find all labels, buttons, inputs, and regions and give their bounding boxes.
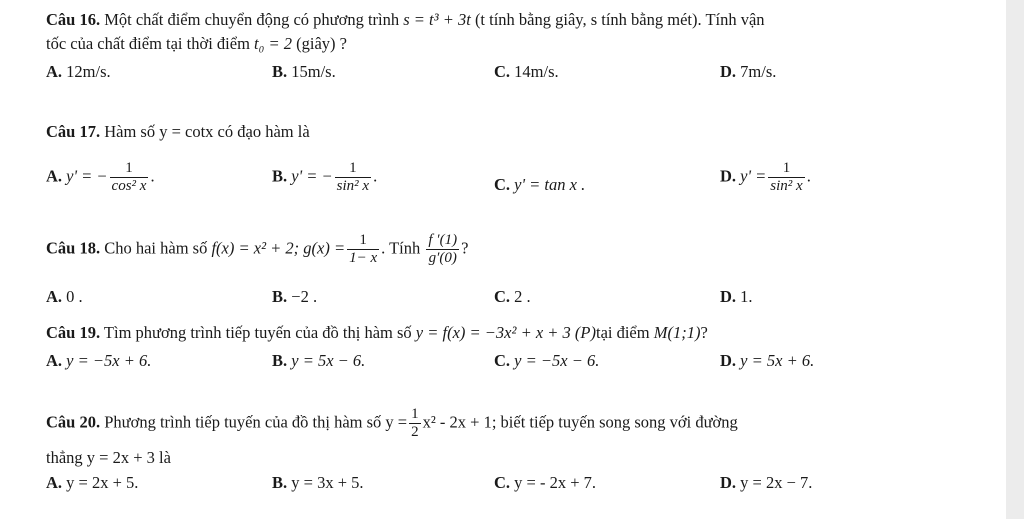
fraction-numerator: f ′(1): [428, 232, 458, 248]
option-value: −2 .: [291, 287, 318, 306]
q18-functions: f(x) = x² + 2; g(x) =: [211, 238, 346, 258]
option-value: 1.: [740, 287, 753, 306]
option-key: B.: [272, 287, 288, 306]
q17-option-a[interactable]: [46, 160, 155, 195]
q16-line2-text: tốc của chất điểm tại thời điểm: [46, 34, 250, 53]
option-key: C.: [494, 473, 511, 492]
q16-line2: [46, 34, 347, 54]
g-fraction: [347, 232, 379, 267]
q16-text2: (t tính bằng giây, s tính bằng mét). Tính vận: [474, 10, 765, 29]
q20-option-b[interactable]: [272, 473, 364, 493]
option-value: y = −5x − 6.: [514, 351, 600, 370]
q20-label: Câu 20.: [46, 412, 101, 432]
fraction-denominator: g′(0): [426, 249, 459, 267]
q19-line1: [46, 323, 708, 343]
q20-ypre: y =: [385, 412, 408, 432]
q16-option-c[interactable]: [494, 62, 559, 82]
fraction-numerator: 1: [125, 160, 133, 176]
option-key: D.: [720, 351, 737, 370]
option-key: A.: [46, 62, 63, 81]
q16-line1: [46, 10, 765, 30]
option-key: D.: [720, 287, 737, 306]
option-pre: y' = tan x .: [514, 175, 586, 194]
q19-option-c[interactable]: [494, 351, 599, 371]
q16-t0: t₀ = 2: [254, 34, 292, 53]
option-key: D.: [720, 62, 737, 81]
q19-text1: Tìm phương trình tiếp tuyến của đồ thị hàm số: [103, 323, 412, 342]
option-key: C.: [494, 287, 511, 306]
option-key: B.: [272, 473, 288, 492]
fraction-numerator: 1: [782, 160, 791, 176]
q20-option-a[interactable]: [46, 473, 138, 493]
q20-ypost: x² - 2x + 1; biết tiếp tuyến song song với đường: [422, 412, 738, 432]
option-key: B.: [272, 351, 288, 370]
q18-line1: [46, 232, 468, 267]
q19-point: M(1;1): [653, 323, 701, 342]
q18-label: Câu 18.: [46, 238, 101, 258]
q16-option-d[interactable]: [720, 62, 776, 82]
option-key: B.: [272, 62, 288, 81]
option-value: 15m/s.: [291, 62, 336, 81]
q18-text2: . Tính: [381, 238, 421, 258]
option-pre: y' =: [740, 166, 767, 186]
option-post: .: [373, 166, 378, 186]
option-key: C.: [494, 351, 511, 370]
q19-option-a[interactable]: [46, 351, 151, 371]
option-pre: y' = −: [291, 166, 333, 186]
q19-label: Câu 19.: [46, 323, 101, 342]
q20-line2-text: thẳng y = 2x + 3 là: [46, 448, 171, 467]
option-value: 2 .: [514, 287, 531, 306]
option-value: y = 2x − 7.: [740, 473, 813, 492]
option-value: y = 2x + 5.: [66, 473, 139, 492]
option-pre: y' = −: [66, 166, 108, 186]
q17-text: Hàm số y = cotx có đạo hàm là: [104, 122, 310, 141]
fraction: [335, 160, 371, 195]
option-post: .: [150, 166, 155, 186]
option-value: 0 .: [66, 287, 83, 306]
option-key: A.: [46, 351, 63, 370]
option-value: y = - 2x + 7.: [514, 473, 597, 492]
fraction: [110, 160, 149, 195]
option-value: y = 3x + 5.: [291, 473, 364, 492]
option-key: B.: [272, 166, 288, 186]
option-key: D.: [720, 473, 737, 492]
q19-option-d[interactable]: [720, 351, 814, 371]
fraction-denominator: 2: [411, 424, 419, 440]
fraction-numerator: 1: [411, 406, 419, 422]
q18-option-c[interactable]: [494, 287, 531, 307]
fraction-numerator: 1: [359, 232, 367, 248]
fraction-denominator: 1− x: [349, 250, 378, 266]
option-key: D.: [720, 166, 737, 186]
q16-text1: Một chất điểm chuyển động có phương trình: [104, 10, 400, 29]
q18-text1: Cho hai hàm số: [104, 238, 208, 258]
option-value: y = 5x + 6.: [740, 351, 815, 370]
q20-text1: Phương trình tiếp tuyến của đồ thị hàm số: [104, 412, 382, 432]
option-key: A.: [46, 287, 63, 306]
q18-text3: ?: [461, 238, 469, 258]
q17-option-b[interactable]: [272, 160, 377, 195]
fraction-denominator: sin² x: [770, 178, 803, 194]
q18-option-b[interactable]: [272, 287, 317, 307]
q16-option-a[interactable]: [46, 62, 111, 82]
q18-option-d[interactable]: [720, 287, 753, 307]
option-key: A.: [46, 473, 63, 492]
q18-option-a[interactable]: [46, 287, 83, 307]
option-value: y = 5x − 6.: [291, 351, 366, 370]
q20-line1: [46, 406, 738, 441]
q17-label: Câu 17.: [46, 122, 101, 141]
option-post: .: [806, 166, 811, 186]
fraction-numerator: 1: [349, 160, 357, 176]
q16-line2b: (giây) ?: [296, 34, 347, 53]
q19-text3: ?: [700, 323, 708, 342]
q20-line2: [46, 448, 171, 468]
option-value: 14m/s.: [514, 62, 559, 81]
option-key: C.: [494, 62, 511, 81]
option-key: C.: [494, 175, 511, 194]
q19-text2: tại điểm: [595, 323, 650, 342]
option-key: A.: [46, 166, 63, 186]
fraction-denominator: sin² x: [336, 178, 370, 194]
q16-equation: s = t³ + 3t: [403, 10, 471, 29]
q20-option-c[interactable]: [494, 473, 596, 493]
ratio-fraction: [426, 232, 459, 267]
option-value: y = −5x + 6.: [66, 351, 152, 370]
q19-option-b[interactable]: [272, 351, 365, 371]
fraction-denominator: cos² x: [111, 178, 147, 194]
option-value: 12m/s.: [66, 62, 111, 81]
q17-line1: [46, 122, 310, 142]
q17-option-d[interactable]: [720, 160, 811, 195]
q20-option-d[interactable]: [720, 473, 812, 493]
fraction: [768, 160, 804, 195]
q19-equation: y = f(x) = −3x² + x + 3 (P): [415, 323, 596, 342]
q16-option-b[interactable]: [272, 62, 336, 82]
q17-option-c[interactable]: [494, 175, 585, 195]
option-value: 7m/s.: [740, 62, 777, 81]
q16-label: Câu 16.: [46, 10, 101, 29]
half-fraction: [409, 406, 421, 441]
scroll-edge: [1006, 0, 1024, 519]
